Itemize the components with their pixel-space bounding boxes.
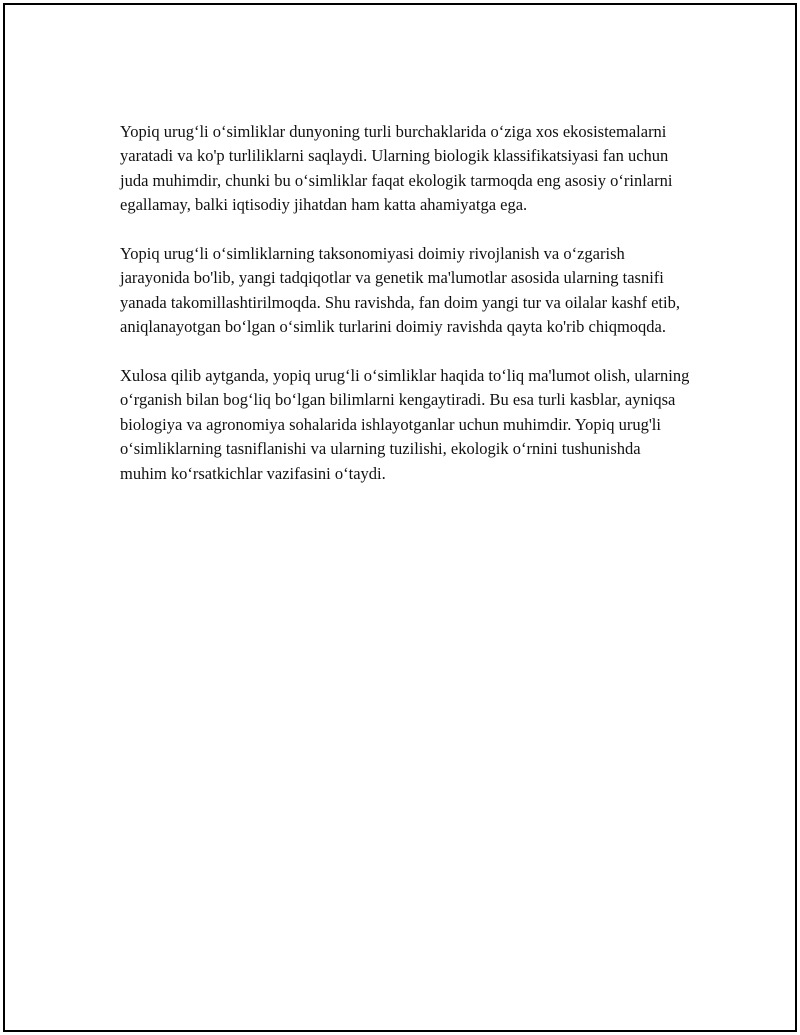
paragraph-conclusion: Xulosa qilib aytganda, yopiq urug‘li o‘simliklar haqida to‘liq ma'lumot olish, ularning o‘rganish bilan bog‘liq bo‘lgan bilimlarni kengaytiradi. Bu esa turli kasblar, ayniqsa biologiya va agronomiya sohalarida ishlayotganlar uchun muhimdir. Yopiq urug'li o‘simliklarning tasniflanishi va ularning tuzilishi, ekologik o‘rnini tushunishda muhim ko‘rsatkichlar vazifasini o‘taydi. <box>120 366 690 483</box>
paragraph-intro: Yopiq urug‘li o‘simliklar dunyoning turli burchaklarida o‘ziga xos ekosistemalarni yaratadi va ko'p turliliklarni saqlaydi. Ularning biologik klassifikatsiyasi fan uchun juda muhimdir, chunki bu o‘simliklar faqat ekologik tarmoqda eng asosiy o‘rinlarni egallamay, balki iqtisodiy jihatdan ham katta ahamiyatga ega. <box>120 122 673 215</box>
document-body <box>120 120 690 510</box>
paragraph-taxonomy: Yopiq urug‘li o‘simliklarning taksonomiyasi doimiy rivojlanish va o‘zgarish jarayonida bo'lib, yangi tadqiqotlar va genetik ma'lumotlar asosida ularning tasnifi yanada takomillashtirilmoqda. Shu ravishda, fan doim yangi tur va oilalar kashf etib, aniqlanayotgan bo‘lgan o‘simlik turlarini doimiy ravishda qayta ko'rib chiqmoqda. <box>120 244 680 337</box>
document-page <box>3 3 797 1032</box>
